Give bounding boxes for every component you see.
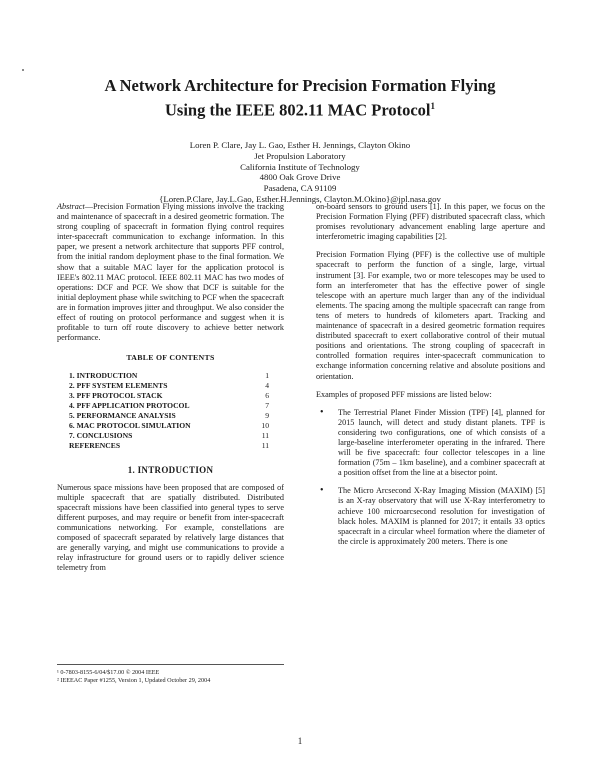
toc-item[interactable] <box>69 441 269 451</box>
author-institute: California Institute of Technology <box>240 161 360 172</box>
toc-item[interactable] <box>69 431 269 441</box>
title-footnote-mark: 1 <box>430 101 436 111</box>
intro-paragraph: Numerous space missions have been proposed that are composed of multiple spacecraft that are spatially distributed. Distributed spacecraft missions have been classified into general types to serve different purposes, and may require or benefit from inter-spacecraft communications networking. For example, constellations are composed of spacecraft separated by relatively large distances that are generally varying, and might use communications to provide a relay infrastructure for ground users or to rapidly deliver science telemetry from <box>57 482 284 573</box>
toc-item-page: 11 <box>261 431 269 441</box>
author-names: Loren P. Clare, Jay L. Gao, Esther H. Jennings, Clayton Okino <box>189 140 411 150</box>
toc-item-label: 2. PFF SYSTEM ELEMENTS <box>69 381 168 391</box>
right-paragraph-1: on-board sensors to ground users [1]. In this paper, we focus on the Precision Formation Flying (PFF) distributed spacecraft class, which promises revolutionary advancement enabling large aperture and interferometric imaging capabilities [2]. <box>316 202 545 242</box>
left-column <box>57 202 284 581</box>
toc-item-label: 5. PERFORMANCE ANALYSIS <box>69 411 176 421</box>
toc-item-label: 4. PFF APPLICATION PROTOCOL <box>69 401 190 411</box>
footnotes <box>57 664 284 685</box>
toc-item[interactable] <box>69 391 269 401</box>
toc-item[interactable] <box>69 401 269 411</box>
scan-speck <box>22 69 24 71</box>
title-line-2-text: Using the IEEE 802.11 MAC Protocol <box>164 100 431 120</box>
toc-item-label: REFERENCES <box>69 441 121 451</box>
abstract-text: —Precision Formation Flying missions involve the tracking and maintenance of spacecraft in a desired geometric formation. The strong coupling of spacecraft in formation flying control requires inter-spacecraft communication to exchange information. In this paper, we present a network architecture that supports PFF control, from the initial random deployment phase to the final formation. We show that a suitable MAC layer for the application protocol is IEEE's 802.11 MAC protocol. IEEE 802.11 MAC has two modes of operations: DCF and PCF. We show that DCF is suitable for the initial deployment phase while switching to PCF when the spacecraft are in formation improves jitter and throughput. We also consider the effect of routing on protocol performance and suggest when it is profitable to turn off route discovery to achieve better network performance. <box>57 202 284 343</box>
right-paragraph-2: Precision Formation Flying (PFF) is the collective use of multiple spacecraft to perform the function of a single, large, virtual instrument [3]. For example, two or more telescopes may be used to form an interferometer that has the effective power of single telescope with an aperture much larger than any of the individual elements. The spacing among the multiple spacecraft can range from tens of meters to hundreds of kilometers apart. Tracking and maintenance of spacecraft in a desired geometric formation requires distributed spacecraft to exert collaborative control of their mutual positions and orientations. The strong coupling of spacecraft in controlled formation requires inter-spacecraft communication to exchange information concerning relative and absolute positions and orientation. <box>316 250 545 381</box>
toc-item-page: 9 <box>265 411 269 421</box>
toc-title: TABLE OF CONTENTS <box>126 353 215 363</box>
abstract-label: Abstract <box>57 202 85 211</box>
toc-item[interactable] <box>69 411 269 421</box>
toc-item-label: 7. CONCLUSIONS <box>69 431 133 441</box>
toc-item-label: 6. MAC PROTOCOL SIMULATION <box>69 421 191 431</box>
toc-item[interactable] <box>69 371 269 381</box>
mission-list <box>316 408 545 547</box>
toc-item-label: 1. INTRODUCTION <box>69 371 138 381</box>
title-line-1: A Network Architecture for Precision Formation Flying <box>104 76 496 95</box>
right-column <box>316 202 545 555</box>
author-block <box>90 140 510 205</box>
toc-item-page: 1 <box>265 371 269 381</box>
toc-item-page: 10 <box>261 421 269 431</box>
table-of-contents <box>69 371 269 451</box>
toc-item-page: 4 <box>265 381 269 391</box>
author-lab: Jet Propulsion Laboratory <box>254 150 346 161</box>
toc-item-page: 6 <box>265 391 269 401</box>
author-city: Pasadena, CA 91109 <box>263 183 337 194</box>
mission-list-item: • The Terrestrial Planet Finder Mission (TPF) [4], planned for 2015 launch, will detect and study distant planets. TPF is considering two configurations, one of which consists of a large-baseline interferometer operating in the infrared. There will be five spacecraft: four collector telescopes in a line formation (75m – 1km baseline), and a combiner spacecraft at a position offset from the line at a bisector point. <box>316 408 545 479</box>
page-number: 1 <box>297 736 303 746</box>
toc-item[interactable] <box>69 381 269 391</box>
right-paragraph-3: Examples of proposed PFF missions are listed below: <box>316 389 492 399</box>
mission-list-item: • The Micro Arcsecond X-Ray Imaging Mission (MAXIM) [5] is an X-ray observatory that will use X-Ray interferometry to achieve 100 microarcsecond resolution for investigation of black holes. MAXIM is planned for 2017; it entails 33 optics spacecraft in a circular wheel formation where the diameter of the circle is approximately 200 meters. There is one <box>316 486 545 547</box>
toc-item-page: 7 <box>265 401 269 411</box>
author-street: 4800 Oak Grove Drive <box>259 172 341 183</box>
title-line-2 <box>40 96 560 121</box>
toc-item-page: 11 <box>261 441 269 451</box>
abstract <box>57 202 284 343</box>
toc-item[interactable] <box>69 421 269 431</box>
toc-item-label: 3. PFF PROTOCOL STACK <box>69 391 163 401</box>
footnote-2: ² IEEEAC Paper #1255, Version 1, Updated October 29, 2004 <box>57 677 211 684</box>
section-heading-introduction: 1. INTRODUCTION <box>127 465 214 476</box>
author-email: {Loren.P.Clare, Jay.L.Gao, Esther.H.Jennings, Clayton.M.Okino}@jpl.nasa.gov <box>159 193 441 204</box>
paper-title <box>40 76 560 121</box>
footnote-1: ¹ 0-7803-8155-6/04/$17.00 © 2004 IEEE <box>57 669 160 676</box>
